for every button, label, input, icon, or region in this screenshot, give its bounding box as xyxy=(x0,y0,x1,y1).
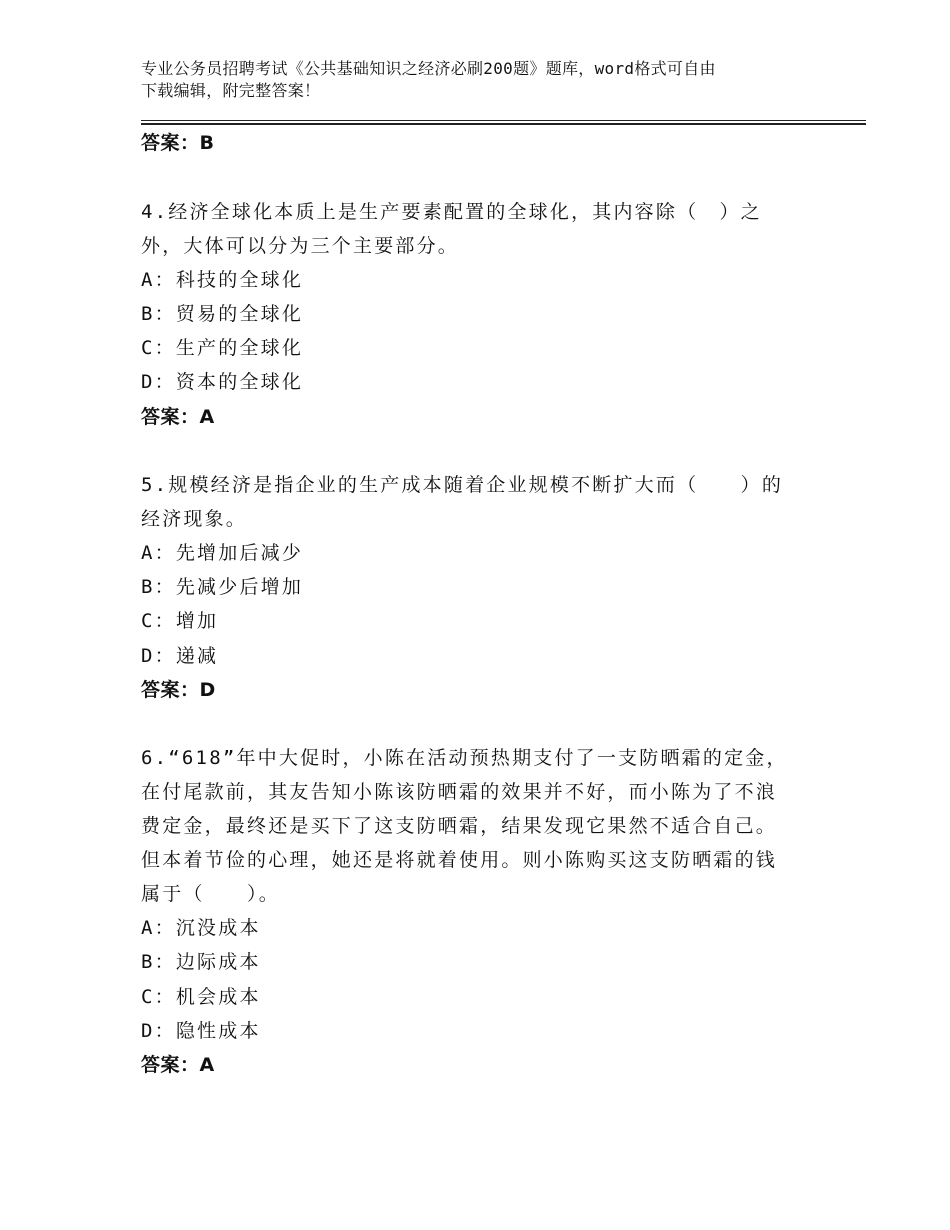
question-stem-line: 4.经济全球化本质上是生产要素配置的全球化，其内容除（ ）之 xyxy=(141,201,762,223)
question-stem-line: 但本着节俭的心理，她还是将就着使用。则小陈购买这支防晒霜的钱 xyxy=(141,849,778,871)
option-b: B：先减少后增加 xyxy=(141,576,304,598)
previous-answer: 答案：B xyxy=(141,132,215,154)
option-a: A：科技的全球化 xyxy=(141,269,304,291)
answer: 答案：A xyxy=(141,406,215,428)
header-divider xyxy=(141,120,866,125)
option-b: B：边际成本 xyxy=(141,951,261,973)
option-a: A：沉没成本 xyxy=(141,917,261,939)
answer: 答案：D xyxy=(141,679,216,701)
option-d: D：隐性成本 xyxy=(141,1020,261,1042)
option-c: C：机会成本 xyxy=(141,986,261,1008)
answer: 答案：A xyxy=(141,1054,215,1076)
option-c: C：增加 xyxy=(141,610,219,632)
question-stem-line: 6.“618”年中大促时，小陈在活动预热期支付了一支防晒霜的定金， xyxy=(141,747,788,769)
header-text-line-1: 专业公务员招聘考试《公共基础知识之经济必刷200题》题库，word格式可自由 xyxy=(141,59,716,78)
option-a: A：先增加后减少 xyxy=(141,542,304,564)
question-stem-line: 在付尾款前，其友告知小陈该防晒霜的效果并不好，而小陈为了不浪 xyxy=(141,781,778,803)
question-stem-line: 经济现象。 xyxy=(141,508,248,530)
document-header xyxy=(141,58,811,102)
question-stem-line: 属于（ ）。 xyxy=(141,883,280,905)
question-stem-line: 5.规模经济是指企业的生产成本随着企业规模不断扩大而（ ）的 xyxy=(141,474,784,496)
option-d: D：资本的全球化 xyxy=(141,371,304,393)
option-b: B：贸易的全球化 xyxy=(141,303,304,325)
header-text-line-2: 下载编辑，附完整答案！ xyxy=(141,81,321,100)
option-d: D：递减 xyxy=(141,645,219,667)
question-stem-line: 费定金，最终还是买下了这支防晒霜，结果发现它果然不适合自己。 xyxy=(141,815,778,837)
option-c: C：生产的全球化 xyxy=(141,337,304,359)
question-stem-line: 外，大体可以分为三个主要部分。 xyxy=(141,235,460,257)
